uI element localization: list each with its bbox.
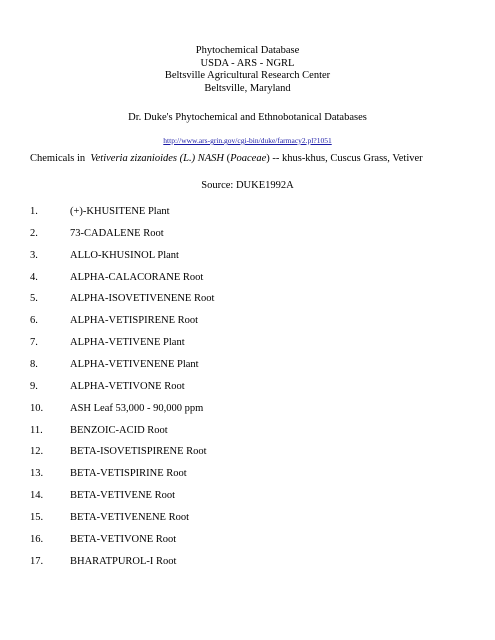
list-item-text: BETA-ISOVETISPIRENE Root [70,446,207,458]
list-item-number: 14. [30,490,44,502]
list-item-text: ALPHA-VETIVENE Plant [70,337,185,349]
header-line-center: Beltsville Agricultural Research Center [164,70,331,81]
list-item-number: 9. [30,380,38,392]
list-item-text: BETA-VETIVENENE Root [70,511,190,523]
common-names: -- khus-khus, Cuscus Grass, Vetiver [272,153,423,164]
list-item-number: 15. [30,511,44,523]
list-item-text: BENZOIC-ACID Root [70,424,168,436]
family-close-paren: ) [266,153,270,164]
list-item-text: ALPHA-CALACORANE Root [70,271,204,283]
list-item-number: 5. [30,293,38,305]
list-item-text: BETA-VETIVENE Root [70,490,176,502]
list-item-number: 4. [30,271,38,283]
database-title: Dr. Duke's Phytochemical and Ethnobotanical Databases [128,112,367,123]
source-url-link[interactable]: http://www.ars-grin.gov/cgi-bin/duke/farmacy2.pl?1051 [163,136,332,145]
list-item-text: ALPHA-VETIVONE Root [70,380,185,392]
list-item-number: 12. [30,446,44,458]
list-item-text: BETA-VETIVONE Root [70,533,177,545]
family-name: Poaceae [230,153,267,164]
list-item-text: ALLO-KHUSINOL Plant [70,249,179,261]
list-item-number: 3. [30,249,38,261]
list-item-number: 13. [30,468,44,480]
list-item-text: ALPHA-ISOVETIVENENE Root [70,293,215,305]
list-item-text: ALPHA-VETIVENENE Plant [70,358,199,370]
list-item-text: BHARATPUROL-I Root [70,555,177,567]
chemicals-heading [30,153,423,164]
header-line-location: Beltsville, Maryland [204,82,291,94]
species-name: Vetiveria zizanioides (L.) NASH [90,153,224,164]
list-item-text: 73-CADALENE Root [70,227,164,239]
list-item-number: 16. [30,533,44,545]
list-item-text: ALPHA-VETISPIRENE Root [70,315,199,327]
document-header [0,45,495,95]
header-line-agency: USDA - ARS - NGRL [200,57,295,69]
list-item-number: 6. [30,315,38,327]
source-reference: Source: DUKE1992A [201,180,294,191]
list-item-number: 2. [30,227,38,239]
list-item-number: 8. [30,358,38,370]
list-item-text: BETA-VETISPIRINE Root [70,468,187,480]
list-item-number: 11. [30,424,43,436]
header-line-database: Phytochemical Database [195,45,300,56]
list-item-number: 10. [30,402,44,414]
list-item-number: 7. [30,337,38,349]
list-item-text: ASH Leaf 53,000 - 90,000 ppm [70,402,204,414]
chemicals-prefix: Chemicals in [30,153,86,164]
list-item-number: 17. [30,555,44,567]
family-open-paren: ( [226,153,231,164]
list-item-number: 1. [30,206,38,217]
list-item-text: (+)-KHUSITENE Plant [70,206,170,217]
